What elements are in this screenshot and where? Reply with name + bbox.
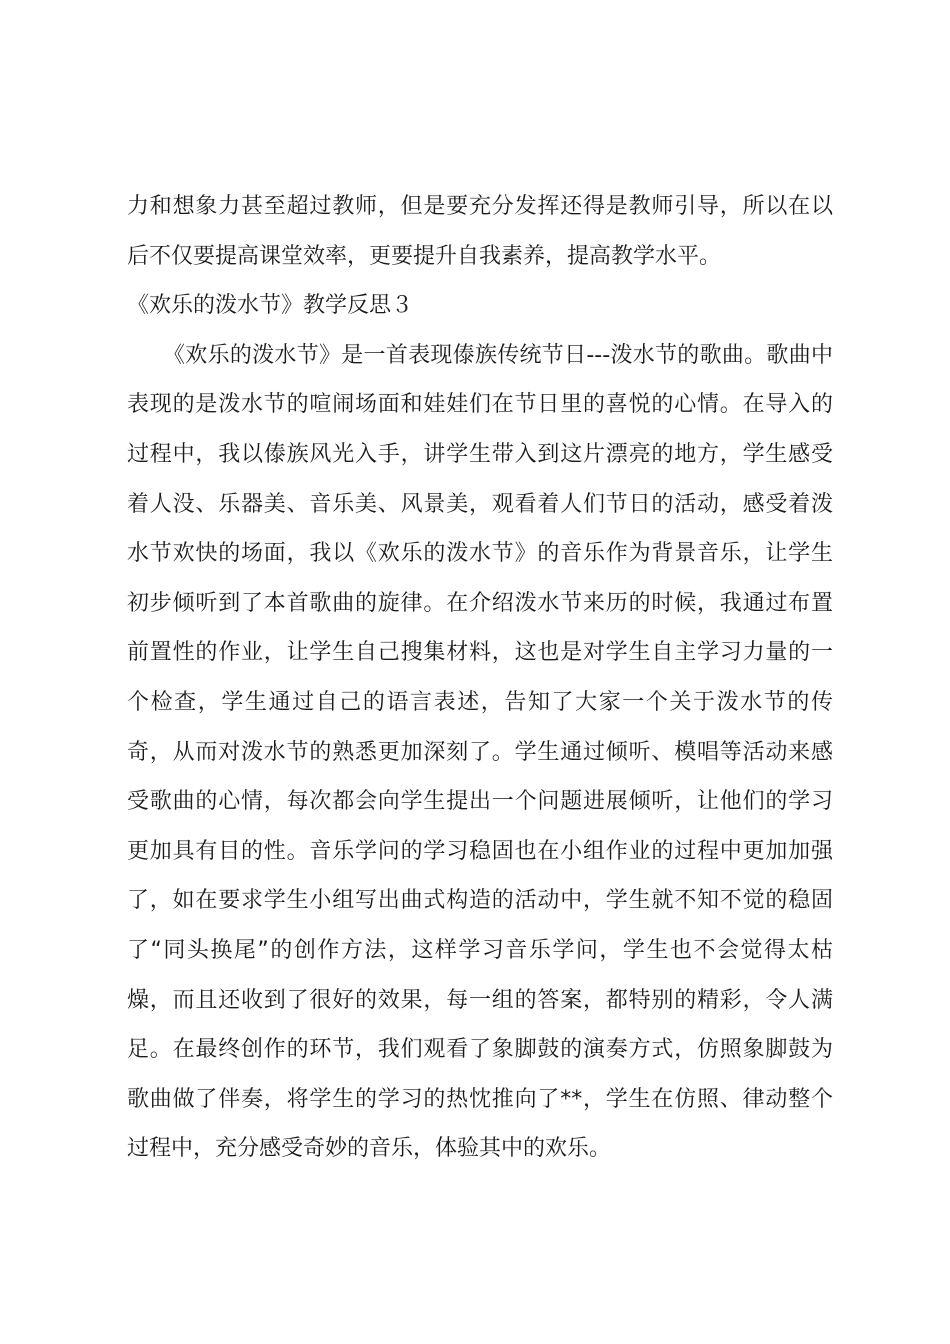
paragraph-line-6: 初步倾听到了本首歌曲的旋律。在介绍泼水节来历的时候，我通过布置	[127, 590, 833, 616]
paragraph-line-14: 燥，而且还收到了很好的效果，每一组的答案，都特别的精彩，令人满	[127, 987, 833, 1013]
paragraph-line-3: 过程中，我以傣族风光入手，讲学生带入到这片漂亮的地方，学生感受	[127, 441, 833, 467]
continuation-line-1: 力和想象力甚至超过教师，但是要充分发挥还得是教师引导，所以在以	[127, 194, 833, 219]
paragraph-line-16: 歌曲做了伴奏，将学生的学习的热忱推向了**，学生在仿照、律动整个	[127, 1086, 833, 1112]
paragraph-line-1: 《欢乐的泼水节》是一首表现傣族传统节日---泼水节的歌曲。歌曲中	[163, 342, 833, 368]
section-title: 《欢乐的泼水节》教学反思３	[127, 293, 414, 319]
paragraph-line-10: 受歌曲的心情，每次都会向学生提出一个问题进展倾听，让他们的学习	[127, 789, 833, 815]
continuation-line-2: 后不仅要提高课堂效率，更要提升自我素养，提高教学水平。	[127, 243, 722, 269]
paragraph-line-7: 前置性的作业，让学生自己搜集材料，这也是对学生自主学习力量的一	[127, 640, 833, 666]
paragraph-line-2: 表现的是泼水节的喧闹场面和娃娃们在节日里的喜悦的心情。在导入的	[127, 392, 833, 418]
paragraph-line-17: 过程中，充分感受奇妙的音乐，体验其中的欢乐。	[127, 1136, 612, 1162]
paragraph-line-8: 个检查，学生通过自己的语言表述，告知了大家一个关于泼水节的传	[127, 689, 833, 715]
paragraph-line-12: 了，如在要求学生小组写出曲式构造的活动中，学生就不知不觉的稳固	[127, 888, 833, 914]
paragraph-line-9: 奇，从而对泼水节的熟悉更加深刻了。学生通过倾听、模唱等活动来感	[127, 739, 833, 765]
paragraph-line-5: 水节欢快的场面，我以《欢乐的泼水节》的音乐作为背景音乐，让学生	[127, 541, 833, 567]
paragraph-line-11: 更加具有目的性。音乐学问的学习稳固也在小组作业的过程中更加加强	[127, 838, 833, 864]
paragraph-line-15: 足。在最终创作的环节，我们观看了象脚鼓的演奏方式，仿照象脚鼓为	[127, 1037, 833, 1063]
document-body	[127, 182, 833, 1174]
paragraph-line-13: 了“同头换尾”的创作方法，这样学习音乐学问，学生也不会觉得太枯	[127, 937, 833, 963]
paragraph-line-4: 着人没、乐器美、音乐美、风景美，观看着人们节日的活动，感受着泼	[127, 491, 833, 517]
